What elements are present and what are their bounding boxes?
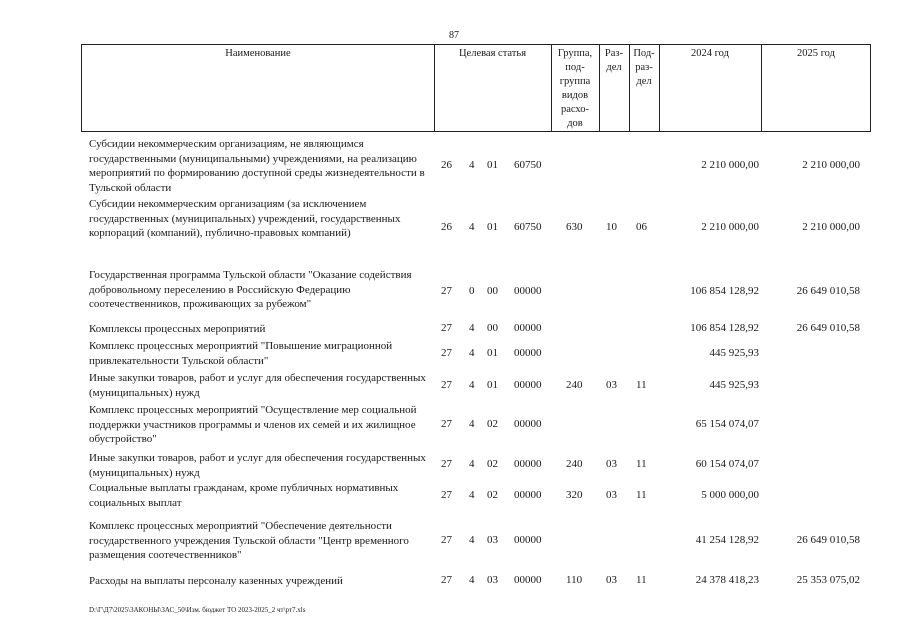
cell-c4: 00000: [514, 489, 542, 501]
table-row: [0, 371, 904, 401]
cell-sub: 11: [636, 574, 647, 586]
table-row: [0, 268, 904, 316]
table-row: [0, 137, 904, 195]
cell-sec: 03: [606, 489, 617, 501]
cell-c4: 60750: [514, 221, 542, 233]
header-target: Целевая статья: [458, 48, 527, 59]
cell-c2: 0: [469, 285, 475, 297]
cell-c4: 00000: [514, 534, 542, 546]
cell-c4: 00000: [514, 574, 542, 586]
cell-y2024: 41 254 128,92: [695, 534, 759, 546]
cell-y2025: 26 649 010,58: [796, 322, 860, 334]
cell-c2: 4: [469, 379, 475, 391]
cell-c1: 27: [441, 285, 452, 297]
cell-c2: 4: [469, 347, 475, 359]
cell-c3: 01: [487, 379, 498, 391]
cell-sub: 11: [636, 379, 647, 391]
cell-sub: 11: [636, 458, 647, 470]
cell-c1: 27: [441, 458, 452, 470]
cell-c3: 02: [487, 418, 498, 430]
header-subsection: Под- раз- дел: [633, 48, 655, 87]
cell-c2: 4: [469, 458, 475, 470]
cell-y2024: 65 154 074,07: [695, 418, 759, 430]
cell-y2024: 106 854 128,92: [690, 285, 759, 297]
row-name: Комплексы процессных мероприятий: [89, 323, 266, 335]
cell-y2025: 26 649 010,58: [796, 285, 860, 297]
table-row: [0, 481, 904, 511]
cell-y2024: 106 854 128,92: [690, 322, 759, 334]
cell-c2: 4: [469, 418, 475, 430]
cell-c1: 26: [441, 159, 452, 171]
cell-c4: 00000: [514, 285, 542, 297]
cell-c3: 00: [487, 322, 498, 334]
cell-sub: 11: [636, 489, 647, 501]
cell-sub: 06: [636, 221, 647, 233]
row-name: Иные закупки товаров, работ и услуг для обеспечения государственных (муниципальных) нужд: [89, 452, 426, 479]
cell-y2025: 2 210 000,00: [802, 159, 860, 171]
cell-c3: 03: [487, 534, 498, 546]
table-row: [0, 197, 904, 259]
cell-c3: 02: [487, 489, 498, 501]
cell-grp: 320: [566, 489, 583, 501]
table-row: [0, 451, 904, 481]
cell-c2: 4: [469, 322, 475, 334]
cell-sec: 10: [606, 221, 617, 233]
row-name: Расходы на выплаты персоналу казенных учреждений: [89, 575, 343, 587]
header-2024: 2024 год: [691, 48, 729, 59]
cell-grp: 110: [566, 574, 583, 586]
cell-c2: 4: [469, 221, 475, 233]
cell-y2025: 26 649 010,58: [796, 534, 860, 546]
cell-c1: 27: [441, 418, 452, 430]
cell-c4: 00000: [514, 458, 542, 470]
table-row: [0, 519, 904, 565]
row-name: Комплекс процессных мероприятий "Осуществление мер социальной поддержки участников программы и членов их семей и их жилищное обустройство": [89, 404, 417, 445]
cell-y2024: 445 925,93: [709, 379, 759, 391]
row-name: Комплекс процессных мероприятий "Повышение миграционной привлекательности Тульской области": [89, 340, 393, 367]
cell-grp: 240: [566, 458, 583, 470]
cell-c2: 4: [469, 574, 475, 586]
cell-grp: 240: [566, 379, 583, 391]
row-name: Иные закупки товаров, работ и услуг для обеспечения государственных (муниципальных) нужд: [89, 372, 426, 399]
cell-c1: 27: [441, 347, 452, 359]
cell-sec: 03: [606, 574, 617, 586]
row-name: Комплекс процессных мероприятий "Обеспечение деятельности государственного учреждения Тульской области "Центр временного размещения соотечественников": [89, 520, 409, 561]
table-row: [0, 574, 904, 588]
cell-c1: 27: [441, 534, 452, 546]
table-row: [0, 339, 904, 369]
cell-c4: 00000: [514, 379, 542, 391]
cell-grp: 630: [566, 221, 583, 233]
page-number: 87: [449, 30, 459, 41]
table-row: [0, 322, 904, 336]
table-header: [81, 44, 871, 132]
header-name: Наименование: [225, 48, 291, 59]
cell-c2: 4: [469, 489, 475, 501]
cell-y2024: 2 210 000,00: [701, 159, 759, 171]
cell-c4: 00000: [514, 322, 542, 334]
cell-c4: 60750: [514, 159, 542, 171]
cell-c4: 00000: [514, 418, 542, 430]
cell-c1: 27: [441, 322, 452, 334]
header-group: Группа, под- группа видов расхо- дов: [557, 48, 593, 129]
cell-c1: 27: [441, 489, 452, 501]
cell-c3: 01: [487, 347, 498, 359]
cell-y2024: 60 154 074,07: [695, 458, 759, 470]
cell-y2025: 2 210 000,00: [802, 221, 860, 233]
cell-c3: 00: [487, 285, 498, 297]
header-2025: 2025 год: [797, 48, 835, 59]
row-name: Субсидии некоммерческим организациям, не являющимся государственными (муниципальными) учреждениями, на реализацию мероприятий по формированию доступной среды жизнедеятельности в Тульской области: [89, 138, 425, 194]
cell-y2024: 445 925,93: [709, 347, 759, 359]
cell-c3: 03: [487, 574, 498, 586]
cell-c4: 00000: [514, 347, 542, 359]
cell-c1: 27: [441, 379, 452, 391]
cell-sec: 03: [606, 379, 617, 391]
cell-c2: 4: [469, 534, 475, 546]
row-name: Государственная программа Тульской области "Оказание содействия добровольному переселению в Российскую Федерацию соотечественников, проживающих за рубежом": [89, 269, 412, 310]
cell-y2025: 25 353 075,02: [796, 574, 860, 586]
header-section: Раз- дел: [604, 48, 624, 73]
cell-c1: 26: [441, 221, 452, 233]
cell-y2024: 24 378 418,23: [695, 574, 759, 586]
cell-c3: 01: [487, 221, 498, 233]
cell-c1: 27: [441, 574, 452, 586]
row-name: Социальные выплаты гражданам, кроме публичных нормативных социальных выплат: [89, 482, 399, 509]
cell-sec: 03: [606, 458, 617, 470]
cell-y2024: 2 210 000,00: [701, 221, 759, 233]
cell-y2024: 5 000 000,00: [701, 489, 759, 501]
file-path-footer: D:\Г\Д7\2025\ЗАКОНЫ\ЗАС_50\Изм. бюджет ТО 2023-2025_2 чт\рт7.xls: [89, 606, 306, 614]
cell-c2: 4: [469, 159, 475, 171]
cell-c3: 01: [487, 159, 498, 171]
row-name: Субсидии некоммерческим организациям (за исключением государственных (муниципальных) учреждений, государственных корпораций (компаний), публично-правовых компаний): [89, 198, 401, 239]
table-row: [0, 403, 904, 449]
cell-c3: 02: [487, 458, 498, 470]
